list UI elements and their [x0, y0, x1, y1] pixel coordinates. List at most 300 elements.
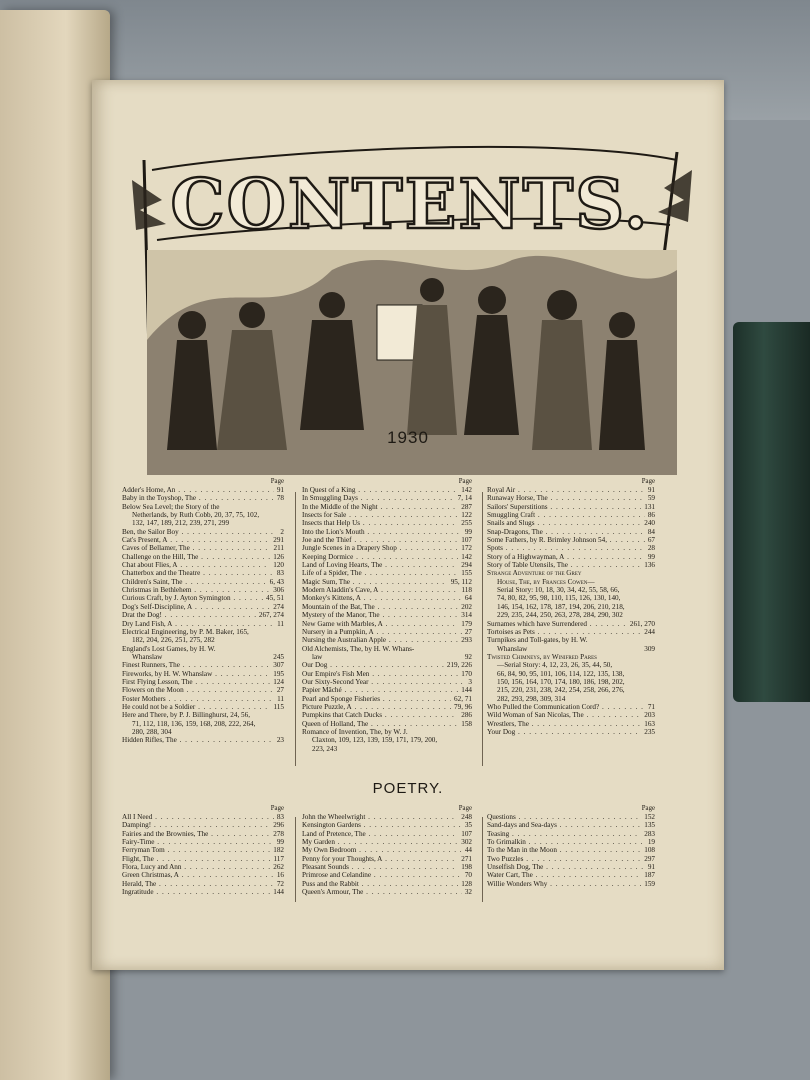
entry-title: Christmas in Bethlehem . . . [122, 586, 270, 594]
contents-entry [122, 821, 284, 829]
contents-entry [487, 628, 655, 636]
contents-entry [487, 855, 655, 863]
poetry-column-3 [487, 805, 655, 888]
contents-entry [122, 880, 284, 888]
contents-entry [122, 720, 284, 728]
entry-page-number [652, 603, 655, 611]
contents-entry [302, 830, 472, 838]
contents-entry [302, 813, 472, 821]
entry-title: Magic Sum, The . . . [302, 578, 448, 586]
contents-entry [487, 486, 655, 494]
entry-page-number: 118 [461, 586, 472, 595]
entry-title: Fairies and the Brownies, The . . . [122, 830, 270, 838]
entry-title: Pleasant Sounds . . . [302, 863, 458, 871]
contents-entry [302, 578, 472, 586]
contents-entry [487, 594, 655, 602]
entry-page-number: 7, 14 [457, 494, 472, 503]
entry-page-number: 172 [461, 544, 472, 553]
entry-page-number: 187 [644, 871, 655, 880]
entry-page-number: 45, 51 [266, 594, 284, 603]
contents-entry [487, 871, 655, 879]
entry-title: Willie Wonders Why . . . [487, 880, 641, 888]
entry-title: Foster Mothers . . . [122, 695, 274, 703]
contents-entry [302, 678, 472, 686]
entry-page-number: 135 [644, 821, 655, 830]
entry-title: In Quest of a King . . . [302, 486, 458, 494]
contents-entry [487, 695, 655, 703]
entry-title: Keeping Dormice . . . [302, 553, 458, 561]
entry-page-number: 128 [461, 879, 472, 888]
entry-page-number [652, 670, 655, 678]
contents-entry [122, 603, 284, 611]
contents-entry [122, 586, 284, 594]
contents-entry [487, 880, 655, 888]
contents-entry [302, 494, 472, 502]
contents-entry [302, 653, 472, 661]
contents-entry [302, 561, 472, 569]
entry-title: Queen of Holland, The . . . [302, 720, 458, 728]
entry-page-number: 211 [273, 544, 284, 553]
entry-page-number: 72 [276, 879, 284, 888]
entry-page-number: 261, 270 [629, 619, 655, 628]
entry-title: Children's Saint, The . . . [122, 578, 267, 586]
entry-title: Monkey's Kittens, A . . . [302, 594, 462, 602]
entry-title: Primrose and Celandine . . . [302, 871, 462, 879]
entry-title: Picture Puzzle, A . . . [302, 703, 451, 711]
entry-title: Flight, The . . . [122, 855, 270, 863]
entry-page-number: 2 [280, 527, 284, 536]
entry-title: Runaway Horse, The . . . [487, 494, 645, 502]
contents-entry [302, 486, 472, 494]
entry-title: Finest Runners, The . . . [122, 661, 270, 669]
contents-entry [302, 528, 472, 536]
contents-entry [487, 720, 655, 728]
entry-title: John the Wheelwright . . . [302, 813, 458, 821]
entry-page-number: 271 [461, 854, 472, 863]
entry-page-number: 6, 43 [269, 577, 284, 586]
entry-page-number: 27 [464, 627, 472, 636]
page-label: Page [270, 478, 284, 485]
entry-page-number: 142 [461, 486, 472, 494]
entry-title: Below Sea Level; the Story of the [122, 502, 220, 511]
entry-title: Modern Aladdin's Cave, A . . . [302, 586, 458, 594]
entry-page-number: 126 [273, 552, 284, 561]
entry-title: Some Fathers, by R. Brimley Johnson 54, . . . [487, 536, 645, 544]
entry-title: First Flying Lesson, The . . . [122, 678, 270, 686]
entry-title: Strange Adventure of the Grey [487, 569, 582, 578]
entry-page-number: 120 [273, 561, 284, 570]
entry-title: Who Pulled the Communication Cord? . . . [487, 703, 645, 711]
entry-page-number: 107 [461, 536, 472, 545]
entry-page-number [469, 745, 472, 753]
entry-title: Water Cart, The . . . [487, 871, 641, 879]
contents-entry [302, 703, 472, 711]
entry-title: To the Man in the Moon . . . [487, 846, 641, 854]
contents-entry [122, 653, 284, 661]
entry-title: England's Lost Games, by H. W. [122, 644, 216, 653]
entry-page-number: 287 [461, 502, 472, 511]
entry-page-number [652, 695, 655, 703]
contents-entry [302, 670, 472, 678]
entry-title: Snap-Dragons, The . . . [487, 528, 645, 536]
contents-entry [122, 561, 284, 569]
contents-entry [487, 620, 655, 628]
entry-page-number: 91 [276, 486, 284, 494]
entry-page-number: 142 [461, 552, 472, 561]
contents-entry [302, 645, 472, 653]
contents-entry [122, 620, 284, 628]
column-divider [482, 492, 483, 766]
contents-entry [122, 711, 284, 719]
entry-title: Into the Lion's Mouth . . . [302, 528, 462, 536]
entry-title: In the Middle of the Night . . . [302, 503, 458, 511]
contents-entry [302, 628, 472, 636]
entry-title: Our Empire's Fish Men . . . [302, 670, 458, 678]
entry-title: New Game with Marbles, A . . . [302, 620, 458, 628]
entry-page-number: 95, 112 [450, 577, 472, 586]
entry-title: Spots . . . [487, 544, 645, 552]
entry-title: Papier Mâché . . . [302, 686, 458, 694]
entry-page-number: 71 [647, 702, 655, 711]
entry-page-number: 11 [277, 619, 284, 628]
contents-entry [122, 645, 284, 653]
entry-title: Flowers on the Moon . . . [122, 686, 274, 694]
entry-title: 282, 293, 298, 309, 314 [497, 694, 566, 703]
contents-heading: CONTENTS. [170, 165, 650, 245]
entry-title: Ingratitude . . . [122, 888, 270, 896]
entry-page-number: 19 [647, 838, 655, 847]
contents-entry [487, 611, 655, 619]
contents-entry [122, 511, 284, 519]
contents-entry [122, 871, 284, 879]
entry-page-number: 79, 96 [454, 702, 472, 711]
contents-entry [122, 678, 284, 686]
entry-page-number: 107 [461, 829, 472, 838]
contents-entry [487, 553, 655, 561]
entry-title: Wrestlers, The . . . [487, 720, 641, 728]
entry-page-number: 124 [273, 677, 284, 686]
contents-entry [302, 603, 472, 611]
entry-page-number: 86 [647, 511, 655, 520]
entry-page-number: 306 [273, 586, 284, 595]
entry-title: Claxton, 109, 123, 139, 159, 171, 179, 200, [312, 736, 438, 745]
entry-title: Dry Land Fish, A . . . [122, 620, 274, 628]
contents-entry [122, 830, 284, 838]
entry-page-number: 244 [644, 627, 655, 636]
entry-title: Caves of Bellamer, The . . . [122, 544, 270, 552]
contents-entry [122, 695, 284, 703]
entry-title: Whanslaw [497, 644, 528, 653]
contents-entry [122, 838, 284, 846]
contents-entry [122, 728, 284, 736]
contents-entry [487, 603, 655, 611]
entry-title: Baby in the Toyshop, The . . . [122, 494, 274, 502]
entry-title: Chat about Flies, A . . . [122, 561, 270, 569]
contents-entry [487, 645, 655, 653]
contents-entry [122, 636, 284, 644]
contents-entry [487, 511, 655, 519]
contents-entry [302, 863, 472, 871]
entry-title: Mystery of the Manor, The . . . [302, 611, 458, 619]
entry-page-number: 67 [647, 536, 655, 545]
entry-title: 280, 288, 304 [132, 727, 172, 736]
contents-entry [487, 813, 655, 821]
contents-entry [122, 855, 284, 863]
page-label: Page [458, 805, 472, 812]
contents-entry [487, 503, 655, 511]
entry-page-number: 136 [644, 561, 655, 570]
entry-title: 66, 84, 90, 95, 101, 106, 114, 122, 135, 138, [497, 669, 625, 678]
entry-title: Here and There, by P. J. Billinghurst, 24, 56, [122, 711, 251, 720]
entry-page-number: 144 [273, 888, 284, 897]
entry-title: Joe and the Thief . . . [302, 536, 458, 544]
entry-title: Sand-days and Sea-days . . . [487, 821, 641, 829]
entry-page-number: 91 [647, 863, 655, 872]
entry-title: Story of a Highwayman, A . . . [487, 553, 645, 561]
contents-entry [122, 578, 284, 586]
year-heading: 1930 [387, 428, 429, 447]
entry-page-number: 283 [644, 829, 655, 838]
stories-column-3 [487, 478, 655, 736]
page-label: Page [641, 805, 655, 812]
entry-title: 71, 112, 118, 136, 159, 168, 208, 222, 264, [132, 719, 256, 728]
entry-title: Whanslaw [132, 652, 163, 661]
contents-entry [302, 611, 472, 619]
entry-title: Dog's Self-Discipline, A . . . [122, 603, 270, 611]
entry-page-number: 78 [276, 494, 284, 503]
contents-entry [302, 636, 472, 644]
contents-entry [487, 830, 655, 838]
entry-page-number [652, 653, 655, 661]
entry-page-number: 170 [461, 669, 472, 678]
page-label: Page [641, 478, 655, 485]
entry-page-number: 131 [644, 502, 655, 511]
entry-page-number: 99 [464, 527, 472, 536]
entry-page-number: 84 [647, 527, 655, 536]
entry-title: Ben, the Sailor Boy . . . [122, 528, 277, 536]
entry-page-number [652, 686, 655, 694]
entry-title: Our Dog . . . [302, 661, 444, 669]
entry-title: 146, 154, 162, 178, 187, 194, 206, 210, 218, [497, 602, 625, 611]
entry-page-number: 117 [273, 854, 284, 863]
entry-page-number: 195 [273, 669, 284, 678]
contents-entry [302, 586, 472, 594]
entry-page-number: 296 [273, 821, 284, 830]
contents-entry [122, 611, 284, 619]
contents-entry [122, 536, 284, 544]
entry-page-number: 99 [647, 552, 655, 561]
entry-page-number: 23 [276, 736, 284, 745]
poetry-column-2 [302, 805, 472, 896]
contents-entry [302, 503, 472, 511]
entry-title: In Smuggling Days . . . [302, 494, 455, 502]
entry-title: Ferryman Tom . . . [122, 846, 270, 854]
contents-page [92, 80, 724, 970]
entry-title: To Grimalkin . . . [487, 838, 645, 846]
entry-page-number: 158 [461, 719, 472, 728]
adjacent-book [733, 322, 810, 702]
column-divider [482, 817, 483, 902]
contents-entry [302, 880, 472, 888]
entry-page-number [469, 645, 472, 653]
entry-title: Turnpikes and Toll-gates, by H. W. [487, 636, 588, 645]
entry-page-number: 293 [461, 636, 472, 645]
entry-title: Tortoises as Pets . . . [487, 628, 641, 636]
contents-entry [487, 494, 655, 502]
entry-page-number: 203 [644, 711, 655, 720]
contents-entry [302, 711, 472, 719]
entry-title: Questions . . . [487, 813, 641, 821]
entry-page-number: 83 [276, 569, 284, 578]
entry-title: Serial Story: 10, 18, 30, 34, 42, 55, 58, 66, [497, 586, 620, 595]
contents-entry [302, 553, 472, 561]
entry-title: House, The, by Frances Cowen— [497, 577, 595, 586]
entry-title: Your Dog . . . [487, 728, 641, 736]
entry-page-number: 28 [647, 544, 655, 553]
contents-entry [487, 661, 655, 669]
entry-title: Insects for Sale . . . [302, 511, 458, 519]
contents-entry [122, 628, 284, 636]
entry-title: Jungle Scenes in a Drapery Shop . . . [302, 544, 458, 552]
entry-title: 74, 80, 82, 95, 98, 110, 115, 126, 130, 140, [497, 594, 621, 603]
entry-title: 182, 204, 226, 251, 275, 282 [132, 636, 215, 645]
entry-title: Unselfish Dog, The . . . [487, 863, 645, 871]
entry-page-number: 44 [464, 846, 472, 855]
contents-entry [487, 686, 655, 694]
entry-page-number: 70 [464, 871, 472, 880]
contents-entry [487, 821, 655, 829]
entry-title: My Garden . . . [302, 838, 458, 846]
contents-entry [302, 838, 472, 846]
entry-title: Herald, The . . . [122, 880, 274, 888]
entry-title: Netherlands, by Ruth Cobb, 20, 37, 75, 102, [132, 511, 260, 520]
entry-title: Penny for your Thoughts, A . . . [302, 855, 458, 863]
entry-page-number: 286 [461, 711, 472, 720]
contents-entry [302, 846, 472, 854]
entry-page-number [281, 636, 284, 644]
entry-title: Chatterbox and the Theatre . . . [122, 569, 274, 577]
entry-page-number: 99 [276, 838, 284, 847]
entry-title: Surnames which have Surrendered . . . [487, 620, 627, 628]
entry-title: Nursing the Australian Apple . . . [302, 636, 458, 644]
entry-title: Flora, Lucy and Ann . . . [122, 863, 270, 871]
entry-title: Smuggling Craft . . . [487, 511, 645, 519]
page-label: Page [458, 478, 472, 485]
entry-title: Electrical Engineering, by P. M. Baker, 165, [122, 627, 249, 636]
entry-page-number: 83 [276, 813, 284, 821]
entry-page-number: 240 [644, 519, 655, 528]
entry-title: Insects that Help Us . . . [302, 519, 458, 527]
entry-title: Twisted Chimneys, by Winifred Pares [487, 652, 597, 661]
entry-page-number: 267, 274 [258, 611, 284, 620]
contents-entry [302, 686, 472, 694]
entry-page-number: 179 [461, 619, 472, 628]
entry-page-number [281, 720, 284, 728]
contents-entry [302, 821, 472, 829]
entry-title: Teasing . . . [487, 830, 641, 838]
stories-column-1 [122, 478, 284, 745]
contents-entry [122, 846, 284, 854]
entry-page-number: 314 [461, 611, 472, 620]
contents-entry [302, 519, 472, 527]
contents-entry [487, 536, 655, 544]
contents-entry [302, 695, 472, 703]
entry-title: Fairy-Time . . . [122, 838, 274, 846]
contents-entry [122, 863, 284, 871]
entry-page-number: 32 [464, 888, 472, 897]
entry-title: 215, 220, 231, 238, 242, 254, 258, 266, 276, [497, 686, 625, 695]
entry-page-number: 219, 226 [446, 661, 472, 670]
contents-entry [302, 728, 472, 736]
entry-title: Green Christmas, A . . . [122, 871, 274, 879]
contents-entry [302, 511, 472, 519]
entry-page-number [281, 511, 284, 519]
entry-title: Old Alchemists, The, by H. W. Whans- [302, 644, 415, 653]
entry-page-number: 159 [644, 879, 655, 888]
entry-page-number: 16 [276, 871, 284, 880]
contents-entry [487, 728, 655, 736]
contents-entry [122, 813, 284, 821]
contents-entry [122, 888, 284, 896]
entry-title: Royal Air . . . [487, 486, 645, 494]
contents-entry [122, 736, 284, 744]
entry-page-number [652, 678, 655, 686]
contents-entry [122, 670, 284, 678]
entry-page-number [652, 569, 655, 577]
entry-title: Damping! . . . [122, 821, 270, 829]
entry-page-number [652, 611, 655, 619]
entry-page-number: 91 [647, 486, 655, 494]
contents-entry [122, 661, 284, 669]
entry-page-number [281, 519, 284, 527]
entry-page-number: 248 [461, 813, 472, 821]
entry-title: law [312, 652, 323, 661]
entry-title: Puss and the Rabbit . . . [302, 880, 458, 888]
entry-title: Kensington Gardens . . . [302, 821, 462, 829]
entry-title: 223, 243 [312, 744, 338, 753]
contents-entry [122, 519, 284, 527]
entry-page-number [652, 586, 655, 594]
entry-title: Wild Woman of San Nicolas, The . . . [487, 711, 641, 719]
entry-page-number: 245 [273, 652, 284, 661]
entry-page-number [281, 645, 284, 653]
entry-page-number: 262 [273, 863, 284, 872]
entry-page-number: 92 [464, 652, 472, 661]
entry-title: Pearl and Sponge Fisheries . . . [302, 695, 451, 703]
column-divider [295, 492, 296, 766]
entry-title: Story of Table Utensils, The . . . [487, 561, 641, 569]
entry-page-number: 309 [644, 644, 655, 653]
entry-title: Hidden Rifles, The . . . [122, 736, 274, 744]
entry-page-number: 144 [461, 686, 472, 695]
entry-title: Life of a Spider, The . . . [302, 569, 458, 577]
entry-page-number: 274 [273, 602, 284, 611]
entry-title: —Serial Story: 4, 12, 23, 26, 35, 44, 50, [497, 661, 613, 670]
contents-entry [487, 846, 655, 854]
entry-title: Drat the Dog! . . . [122, 611, 256, 619]
entry-page-number: 255 [461, 519, 472, 528]
entry-page-number [469, 728, 472, 736]
contents-entry [487, 711, 655, 719]
entry-title: Curious Craft, by J. Ayton Symington . . . [122, 594, 263, 602]
contents-entry [487, 838, 655, 846]
entry-title: Land of Pretence, The . . . [302, 830, 458, 838]
contents-entry [302, 536, 472, 544]
contents-entry [302, 871, 472, 879]
contents-entry [122, 569, 284, 577]
entry-title: Fireworks, by H. W. Whanslaw . . . [122, 670, 270, 678]
entry-title: 229, 235, 244, 250, 263, 278, 284, 290, 302 [497, 611, 623, 620]
